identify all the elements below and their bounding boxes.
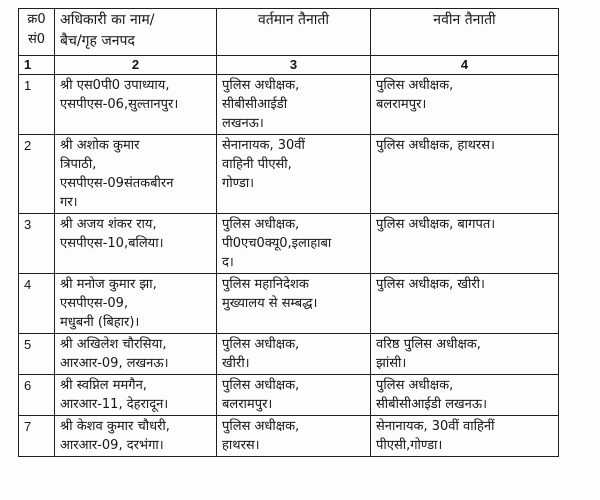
table-row [19,75,559,135]
serial-number-cell: 4 [19,274,55,334]
column-number: 1 [19,56,55,75]
header-new-posting: नवीन तैनाती [371,9,559,56]
officer-cell: श्री एस0पी0 उपाध्याय, एसपीएस-06,सुल्तानपुर। [55,75,217,135]
serial-number-cell: 1 [19,75,55,135]
officer-cell: श्री स्वप्निल ममगैन, आरआर-11, देहरादून। [55,375,217,416]
officer-cell: श्री मनोज कुमार झा, एसपीएस-09, मधुबनी (बिहार)। [55,274,217,334]
current-posting-cell: पुलिस अधीक्षक, बलरामपुर। [217,375,371,416]
new-posting-cell: वरिष्ठ पुलिस अधीक्षक, झांसी। [371,334,559,375]
officer-cell: श्री केशव कुमार चौधरी, आरआर-09, दरभंगा। [55,416,217,457]
transfer-posting-table [18,8,559,457]
table-header-row [19,9,559,56]
column-number: 2 [55,56,217,75]
serial-number-cell: 6 [19,375,55,416]
current-posting-cell: पुलिस अधीक्षक, हाथरस। [217,416,371,457]
serial-number-cell: 3 [19,214,55,274]
table-row [19,274,559,334]
new-posting-cell: पुलिस अधीक्षक, बागपत। [371,214,559,274]
officer-cell: श्री अशोक कुमार त्रिपाठी, एसपीएस-09संतकबीरन गर। [55,135,217,214]
new-posting-cell: पुलिस अधीक्षक, सीबीसीआईडी लखनऊ। [371,375,559,416]
current-posting-cell: पुलिस अधीक्षक, पी0एच0क्यू0,इलाहाबा द। [217,214,371,274]
header-officer-name-batch-district: अधिकारी का नाम/ बैच/गृह जनपद [55,9,217,56]
officer-cell: श्री अखिलेश चौरसिया, आरआर-09, लखनऊ। [55,334,217,375]
table-row [19,135,559,214]
table-row [19,334,559,375]
column-number: 4 [371,56,559,75]
column-number: 3 [217,56,371,75]
column-number-row [19,56,559,75]
current-posting-cell: पुलिस महानिदेशक मुख्यालय से सम्बद्ध। [217,274,371,334]
table-row [19,375,559,416]
header-current-posting: वर्तमान तैनाती [217,9,371,56]
table-row [19,416,559,457]
current-posting-cell: पुलिस अधीक्षक, खीरी। [217,334,371,375]
current-posting-cell: पुलिस अधीक्षक, सीबीसीआईडी लखनऊ। [217,75,371,135]
serial-number-cell: 5 [19,334,55,375]
header-serial-number: क्र0 सं0 [19,9,55,56]
officer-cell: श्री अजय शंकर राय, एसपीएस-10,बलिया। [55,214,217,274]
current-posting-cell: सेनानायक, 30वीं वाहिनी पीएसी, गोण्डा। [217,135,371,214]
serial-number-cell: 7 [19,416,55,457]
new-posting-cell: पुलिस अधीक्षक, हाथरस। [371,135,559,214]
serial-number-cell: 2 [19,135,55,214]
new-posting-cell: पुलिस अधीक्षक, बलरामपुर। [371,75,559,135]
new-posting-cell: पुलिस अधीक्षक, खीरी। [371,274,559,334]
new-posting-cell: सेनानायक, 30वीं वाहिनीं पीएसी,गोण्डा। [371,416,559,457]
table-row [19,214,559,274]
